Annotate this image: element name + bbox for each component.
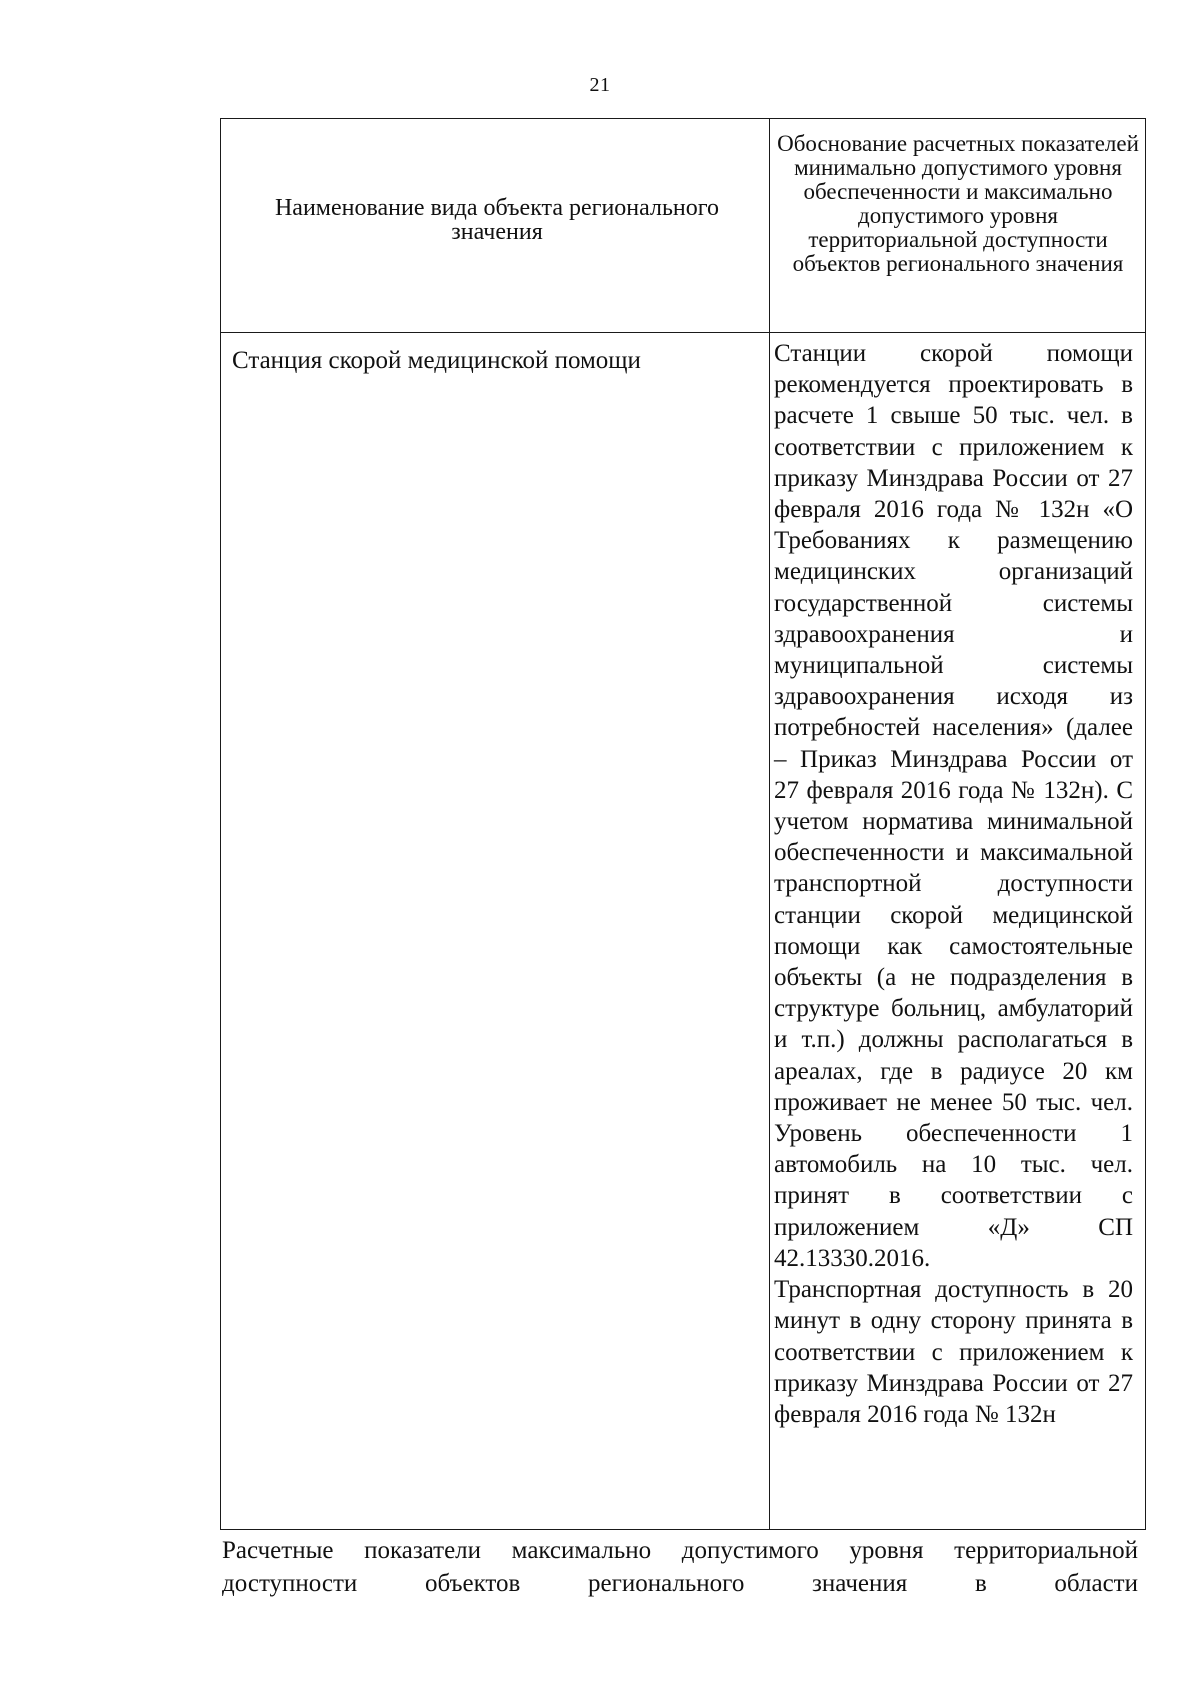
page-number: 21: [589, 74, 611, 96]
body-paragraph: Расчетные показатели максимально допустимого уровня территориальной доступности объектов регионального значения в области: [222, 1537, 1138, 1597]
table-header-object-type: Наименование вида объекта регионального значения: [274, 195, 720, 245]
justification-paragraph-2: Транспортная доступность в 20 минут в одну сторону принята в соответствии с приложением к приказу Минздрава России от 27 февраля 2016 года № 132н: [774, 1276, 1133, 1428]
table-cell-object-name: Станция скорой медицинской помощи: [232, 347, 641, 374]
table-cell-justification: [774, 338, 1133, 1430]
table-header-justification: Обоснование расчетных показателей минимально допустимого уровня обеспеченности и максимально допустимого уровня территориальной доступности объектов регионального значения: [777, 131, 1139, 276]
table-column-divider: [769, 118, 770, 1530]
justification-paragraph-1: Станции скорой помощи рекомендуется проектировать в расчете 1 свыше 50 тыс. чел. в соответствии с приложением к приказу Минздрава России от 27 февраля 2016 года № 132н «О Требованиях к размещению медицинских организаций государственной системы здравоохранения и муниципальной системы здравоохранения исходя из потребностей населения» (далее – Приказ Минздрава России от 27 февраля 2016 года № 132н). С учетом норматива минимальной обеспеченности и максимальной транспортной доступности станции скорой медицинской помощи как самостоятельные объекты (а не подразделения в структуре больниц, амбулаторий и т.п.) должны располагаться в ареалах, где в радиусе 20 км проживает не менее 50 тыс. чел. Уровень обеспеченности 1 автомобиль на 10 тыс. чел. принят в соответствии с приложением «Д» СП 42.13330.2016.: [774, 340, 1133, 1272]
table-header-divider: [220, 332, 1146, 333]
